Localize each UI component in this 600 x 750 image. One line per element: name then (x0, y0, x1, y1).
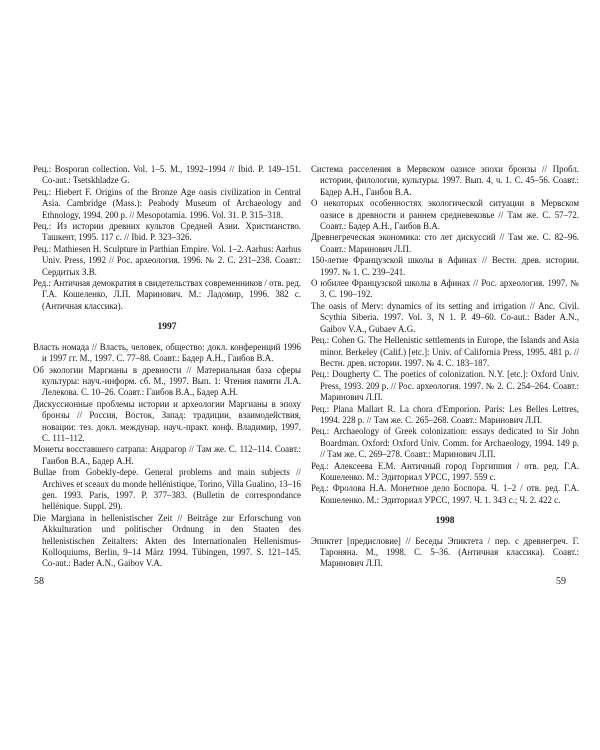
bibliography-entry: Рец.: Hiebert F. Origins of the Bronze Age oasis civilization in Central Asia. Cambridge (Mass.): Peabody Museum of Archaeology and Ethnology, 1994. 200 p. // Mesopotamia. 1996. Vol. 31. P. 315–318. (33, 186, 301, 220)
right-page-column (311, 164, 579, 570)
bibliography-entry: The oasis of Merv: dynamics of its setting and irrigation // Anc. Civil. Scythia Siberia. 1997. Vol. 3, N 1. P. 49–60. Co-aut.: Bader A.N., Gaibov V.A., Gubaev A.G. (311, 300, 579, 334)
bibliography-entry: Рец.: Из истории древних культов Средней Азии. Христианство. Ташкент, 1995. 117 с. // Ibid. P. 323–326. (33, 221, 301, 243)
bibliography-entry: Рец.: Cohen G. The Hellenistic settlements in Europe, the Islands and Asia minor. Berkeley (Calif.) [etc.]: Univ. of California Press, 1995. 481 p. // Вестн. древ. истории. 1997. № 4. С. 183–187. (311, 335, 579, 368)
bibliography-entry: Рец.: Bosporan collection. Vol. 1–5. M., 1992–1994 // Ibid. P. 149–151. Co-aut.: Tsetskhladze G. (33, 164, 301, 186)
bibliography-entry: Рец.: Plana Mallart R. La chora d'Emporion. Paris: Les Belles Lettres, 1994. 228 p. // Там же. С. 265–268. Соавт.: Маринович Л.П. (311, 403, 579, 425)
bibliography-entry: О юбилее Французской школы в Афинах // Рос. археология. 1997. № 3. С. 190–192. (311, 278, 579, 300)
page-number-left: 58 (34, 576, 44, 587)
bibliography-entry: Эпиктет [предисловие] // Беседы Эпиктета / пер. с древнегреч. Г. Тароняна. М., 1998. С. 5–36. (Античная классика). Соавт.: Маринович Л.П. (311, 535, 579, 569)
bibliography-entry: Ред.: Фролова Н.А. Монетное дело Боспора. Ч. 1–2 / отв. ред. Г.А. Кошеленко. М.: Эдиториал УРСС, 1997. Ч. 1. 343 с.; Ч. 2. 422 с. (311, 483, 579, 505)
bibliography-entry: 150-летие Французской школы в Афинах // Вестн. древ. истории. 1997. № 1. С. 239–241. (311, 255, 579, 277)
bibliography-entry: Ред.: Алексеева Е.М. Античный город Горгиппия / отв. ред. Г.А. Кошеленко. М.: Эдиториал УРСС, 1997. 559 с. (311, 460, 579, 482)
bibliography-entry: Дискуссионные проблемы истории и археологии Маргианы в эпоху бронзы // Россия, Восток, Запад: традиции, взаимодействия, новации: тез. докл. междунар. науч.-практ. конф. Владимир, 1997. С. 111–112. (33, 398, 301, 443)
bibliography-entry: Система расселения в Мервском оазисе эпохи бронзы // Пробл. истории, филологии, культуры. 1997. Вып. 4, ч. 1. С. 45–56. Соавт.: Бадер А.Н., Гаибов В.А. (311, 164, 579, 197)
page-number-right: 59 (556, 576, 566, 587)
bibliography-entry: Монеты восставшего сатрапа: Андрагор // Там же. С. 112–114. Соавт.: Гаибов В.А., Бадер А.Н. (33, 444, 301, 466)
bibliography-entry: Bullae from Gobekly-depe. General problems and main subjects // Archives et sceaux du monde hellénistique, Torino, Villa Gualino, 13–16 gen. 1993. Paris, 1997. P. 377–383. (Bulletin de correspondance hellénique. Suppl. 29). (33, 467, 301, 512)
bibliography-entry: Рец.: Mathiesen H. Sculpture in Parthian Empire. Vol. 1–2. Aarhus: Aarhus Univ. Press, 1992 // Рос. археология. 1996. № 2. С. 231–238. Соавт.: Сердитых З.В. (33, 243, 301, 277)
bibliography-entry: Власть номада // Власть, человек, общество: докл. конференций 1996 и 1997 гг. М., 1997. С. 77–88. Соавт.: Бадер А.Н., Гаибов В.А. (33, 341, 301, 364)
year-heading-1997: 1997 (157, 322, 177, 333)
bibliography-entry: Древнегреческая экономика: сто лет дискуссий // Там же. С. 82–96. Соавт.: Маринович Л.П. (311, 232, 579, 254)
bibliography-entry: Об экологии Маргианы в древности // Материальная база сферы культуры: науч.-информ. сб. М., 1997. Вып. 1: Чтения памяти Л.А. Лелекова. С. 10–26. Соавт.: Гаибов В.А., Бадер А.Н. (33, 364, 301, 398)
year-heading-1998: 1998 (435, 516, 455, 527)
left-page-column (33, 164, 301, 570)
bibliography-entry: О некоторых особенностях экологической ситуации в Мервском оазисе в древности и раннем средневековье // Там же. С. 57–72. Соавт.: Бадер А.Н., Гаибов В.А. (311, 198, 579, 232)
bibliography-entry: Ред.: Античная демократия в свидетельствах современников / отв. ред. Г.А. Кошеленко, Л.П. Маринович. М.: Ладомир, 1996. 382 с. (Античная классика). (33, 278, 301, 311)
bibliography-entry: Die Margiana in hellenistischer Zeit // Beiträge zur Erforschung von Akkulturation und politischer Ordnung in den Staaten des hellenistischen Zeitalters: Akten des Internationalen Hellenismus-Kolloquiums, Berlin, 9–14 März 1994. Tübingen, 1997. S. 121–145. Co-aut.: Bader A.N., Gaibov V.A. (33, 512, 301, 569)
bibliography-entry: Рец.: Archaeology of Greek colonization: essays dedicated to Sir John Boardman. Oxford: Oxford Univ. Comm. for Archaeology, 1994. 149 p. // Там же. С. 269–278. Соавт.: Маринович Л.П. (311, 426, 579, 460)
bibliography-entry: Рец.: Dougherty C. The poetics of colonization. N.Y. [etc.]: Oxford Univ. Press, 1993. 209 p. // Рос. археология. 1997. № 2. С. 254–264. Соавт.: Маринович Л.П. (311, 369, 579, 403)
